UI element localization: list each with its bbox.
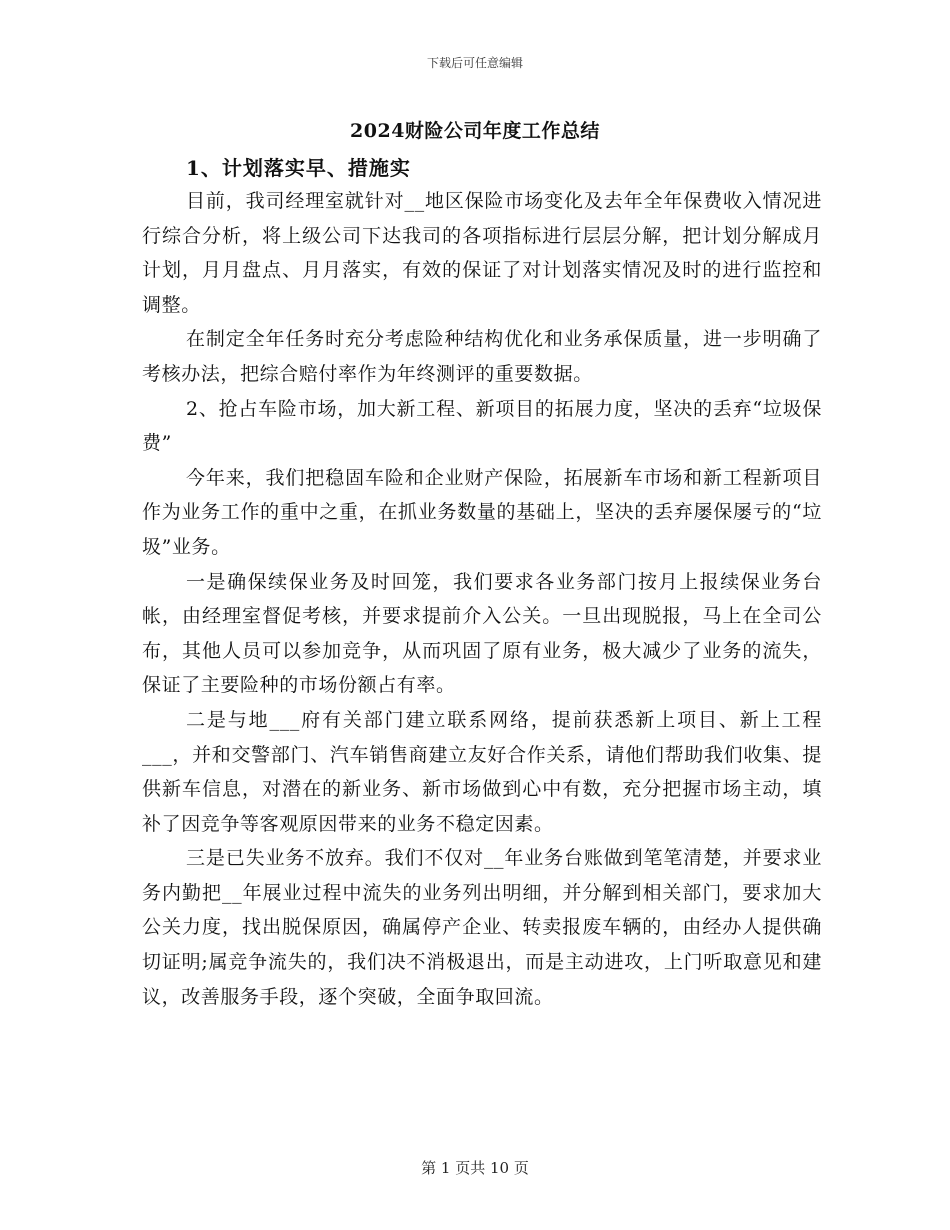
paragraph: 在制定全年任务时充分考虑险种结构优化和业务承保质量，进一步明确了考核办法，把综合赔付率作为年终测评的重要数据。 [142, 328, 822, 385]
header-note: 下载后可任意编辑 [426, 56, 523, 70]
paragraph: 一是确保续保业务及时回笼，我们要求各业务部门按月上报续保业务台帐，由经理室督促考核，并要求提前介入公关。一旦出现脱报，马上在全司公布，其他人员可以参加竞争，从而巩固了原有业务，极大减少了业务的流失，保证了主要险种的市场份额占有率。 [142, 570, 822, 697]
paragraph: 二是与地___府有关部门建立联系网络，提前获悉新上项目、新上工程___，并和交警部门、汽车销售商建立友好合作关系，请他们帮助我们收集、提供新车信息，对潜在的新业务、新市场做到心中有数，充分把握市场主动，填补了因竞争等客观原因带来的业务不稳定因素。 [142, 708, 822, 835]
document-title: 2024财险公司年度工作总结 [350, 120, 600, 142]
section-heading: 1、计划落实早、措施实 [186, 156, 411, 180]
paragraph: 三是已失业务不放弃。我们不仅对__年业务台账做到笔笔清楚，并要求业务内勤把__年展业过程中流失的业务列出明细，并分解到相关部门，要求加大公关力度，找出脱保原因，确属停产企业、转卖报废车辆的，由经办人提供确切证明;属竞争流失的，我们决不消极退出，而是主动进攻，上门听取意见和建议，改善服务手段，逐个突破，全面争取回流。 [142, 847, 822, 1008]
paragraph: 今年来，我们把稳固车险和企业财产保险，拓展新车市场和新工程新项目作为业务工作的重中之重，在抓业务数量的基础上，坚决的丢弃屡保屡亏的“垃圾”业务。 [142, 466, 822, 558]
paragraph: 目前，我司经理室就针对__地区保险市场变化及去年全年保费收入情况进行综合分析，将上级公司下达我司的各项指标进行层层分解，把计划分解成月计划，月月盘点、月月落实，有效的保证了对计划落实情况及时的进行监控和调整。 [142, 190, 822, 316]
paragraph: 2、抢占车险市场，加大新工程、新项目的拓展力度，坚决的丢弃“垃圾保费” [142, 397, 822, 455]
document-body [142, 184, 822, 1014]
page-number-footer: 第 1 页共 10 页 [421, 1159, 529, 1177]
